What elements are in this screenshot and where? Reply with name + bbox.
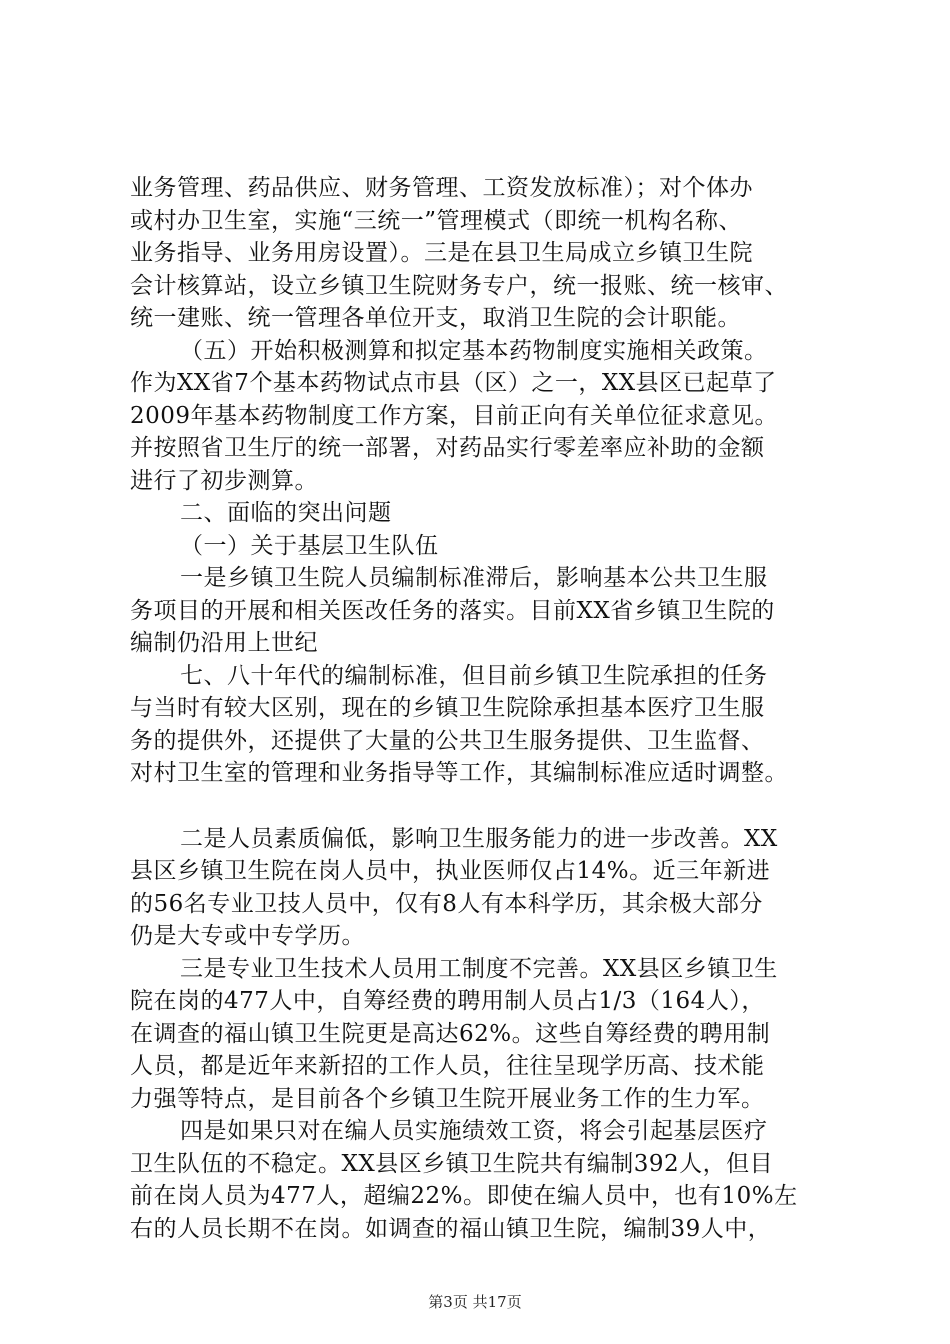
text-line: 务的提供外，还提供了大量的公共卫生服务提供、卫生监督、 xyxy=(130,727,765,754)
page-number-footer: 第3页 共17页 xyxy=(428,1293,522,1311)
text-line: 四是如果只对在编人员实施绩效工资，将会引起基层医疗 xyxy=(180,1118,768,1144)
section-heading: 二、面临的突出问题 xyxy=(180,500,392,526)
text-line: 三是专业卫生技术人员用工制度不完善。XX县区乡镇卫生 xyxy=(180,955,778,982)
text-line: 会计核算站，设立乡镇卫生院财务专户，统一报账、统一核审、 xyxy=(130,272,788,299)
text-line: 业务管理、药品供应、财务管理、工资发放标准）；对个体办 xyxy=(130,175,753,201)
text-line: 人员，都是近年来新招的工作人员，往往呈现学历高、技术能 xyxy=(130,1053,765,1079)
text-line: 统一建账、统一管理各单位开支，取消卫生院的会计职能。 xyxy=(130,305,741,331)
text-line: 前在岗人员为477人，超编22%。即使在编人员中，也有10%左 xyxy=(130,1183,798,1209)
paragraph-gap xyxy=(130,790,842,823)
text-line: 2009年基本药物制度工作方案，目前正向有关单位征求意见。 xyxy=(130,402,779,429)
text-line: 对村卫生室的管理和业务指导等工作，其编制标准应适时调整。 xyxy=(130,760,788,786)
text-line: 力强等特点，是目前各个乡镇卫生院开展业务工作的生力军。 xyxy=(130,1085,765,1112)
text-line: 七、八十年代的编制标准，但目前乡镇卫生院承担的任务 xyxy=(180,662,768,689)
text-line: 的56名专业卫技人员中，仅有8人有本科学历，其余极大部分 xyxy=(130,890,763,917)
text-line: 仍是大专或中专学历。 xyxy=(130,923,365,949)
text-line: 二是人员素质偏低，影响卫生服务能力的进一步改善。XX xyxy=(180,825,778,852)
text-line: 在调查的福山镇卫生院更是高达62%。这些自筹经费的聘用制 xyxy=(130,1020,771,1047)
text-line: 作为XX省7个基本药物试点市县（区）之一，XX县区已起草了 xyxy=(130,370,777,396)
text-line: 进行了初步测算。 xyxy=(130,467,318,494)
text-line: 卫生队伍的不稳定。XX县区乡镇卫生院共有编制392人，但目 xyxy=(130,1150,774,1177)
text-line: 一是乡镇卫生院人员编制标准滞后，影响基本公共卫生服 xyxy=(180,565,768,591)
text-line: 院在岗的477人中，自筹经费的聘用制人员占1/3（164人）， xyxy=(130,988,765,1014)
text-line: 业务指导、业务用房设置）。三是在县卫生局成立乡镇卫生院 xyxy=(130,240,753,266)
text-line: 务项目的开展和相关医改任务的落实。目前XX省乡镇卫生院的 xyxy=(130,597,775,624)
text-line: 县区乡镇卫生院在岗人员中，执业医师仅占14%。近三年新进 xyxy=(130,858,771,884)
document-body xyxy=(130,172,842,1245)
text-line: 或村办卫生室，实施“三统一”管理模式（即统一机构名称、 xyxy=(130,207,743,234)
text-line: 编制仍沿用上世纪 xyxy=(130,630,318,656)
subsection-heading: （一）关于基层卫生队伍 xyxy=(180,532,439,559)
text-line: 右的人员长期不在岗。如调查的福山镇卫生院，编制39人中， xyxy=(130,1215,772,1242)
text-line: 与当时有较大区别，现在的乡镇卫生院除承担基本医疗卫生服 xyxy=(130,695,765,721)
text-line: 并按照省卫生厅的统一部署，对药品实行零差率应补助的金额 xyxy=(130,435,765,461)
text-line: （五）开始积极测算和拟定基本药物制度实施相关政策。 xyxy=(180,337,768,364)
